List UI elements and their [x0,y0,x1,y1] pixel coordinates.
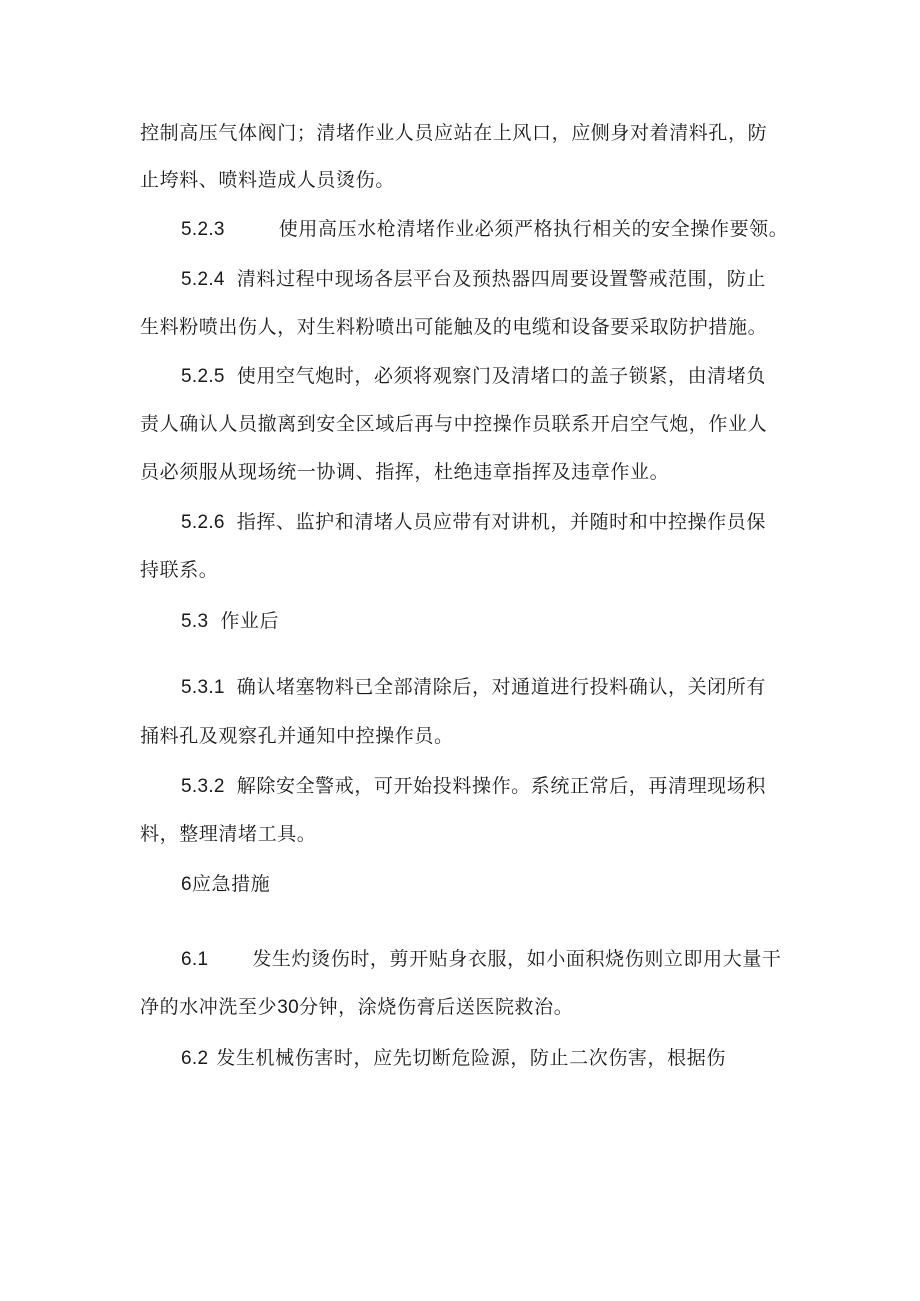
line-text: 使用高压水枪清堵作业必须严格执行相关的安全操作要领。 [278,218,789,240]
line-text: 使用空气炮时，必须将观察门及清堵口的盖子锁紧，由清堵负 [236,365,766,387]
section-number: 6.1 [181,949,209,970]
text-line [140,820,316,848]
section-5-3-2 [181,772,766,801]
line-text: 发生机械伤害时，应先切断危险源，防止二次伤害，根据伤 [216,1047,726,1069]
text-line [140,722,454,750]
section-heading: 应急措施 [191,873,271,895]
section-5-2-3 [181,215,788,244]
section-number: 5.2.5 [181,366,225,387]
text-line [140,313,767,341]
text-line [140,556,218,584]
section-5-3 [181,607,279,636]
line-text: 清料过程中现场各层平台及预热器四周要设置警戒范围，防止 [236,268,766,290]
section-number: 6.2 [181,1048,209,1069]
line-text: 解除安全警戒，可开始投料操作。系统正常后，再清理现场积 [236,775,766,797]
inline-number: 30 [277,997,299,1018]
line-text: 分钟，涂烧伤膏后送医院救治。 [298,996,574,1018]
line-text: 生料粉喷出伤人，对生料粉喷出可能触及的电缆和设备要采取防护措施。 [140,316,768,338]
section-number: 5.3 [181,611,209,632]
section-number: 5.2.6 [181,512,225,533]
line-text: 指挥、监护和清堵人员应带有对讲机，并随时和中控操作员保 [236,511,766,533]
text-line [140,993,573,1022]
section-number: 6 [181,874,192,895]
line-text: 员必须服从现场统一协调、指挥，杜绝违章指挥及违章作业。 [140,461,670,483]
line-text: 止垮料、喷料造成人员烫伤。 [140,169,395,191]
section-5-2-5 [181,362,766,391]
section-heading: 作业后 [220,610,280,632]
line-text: 捅料孔及观察孔并通知中控操作员。 [140,725,454,747]
section-number: 5.2.4 [181,269,225,290]
line-text: 确认堵塞物料已全部清除后，对通道进行投料确认，关闭所有 [236,676,766,698]
section-6 [181,870,270,899]
section-number: 5.3.1 [181,677,225,698]
line-text: 责人确认人员撤离到安全区域后再与中控操作员联系开启空气炮，作业人 [140,413,768,435]
section-5-3-1 [181,673,766,702]
text-line [140,458,669,486]
line-text: 发生灼烫伤时，剪开贴身衣服，如小面积烧伤则立即用大量干 [252,948,782,970]
section-5-2-4 [181,265,766,294]
line-text: 持联系。 [140,559,219,581]
text-line [140,166,395,194]
line-text: 净的水冲洗至少 [140,996,278,1018]
line-text: 控制高压气体阀门；清堵作业人员应站在上风口，应侧身对着清料孔，防 [140,122,768,144]
section-number: 5.3.2 [181,776,225,797]
section-number: 5.2.3 [181,219,225,240]
section-6-1 [181,945,782,974]
section-5-2-6 [181,508,766,537]
section-6-2 [181,1044,726,1073]
text-line [140,119,767,147]
text-line [140,410,767,438]
line-text: 料，整理清堵工具。 [140,823,317,845]
